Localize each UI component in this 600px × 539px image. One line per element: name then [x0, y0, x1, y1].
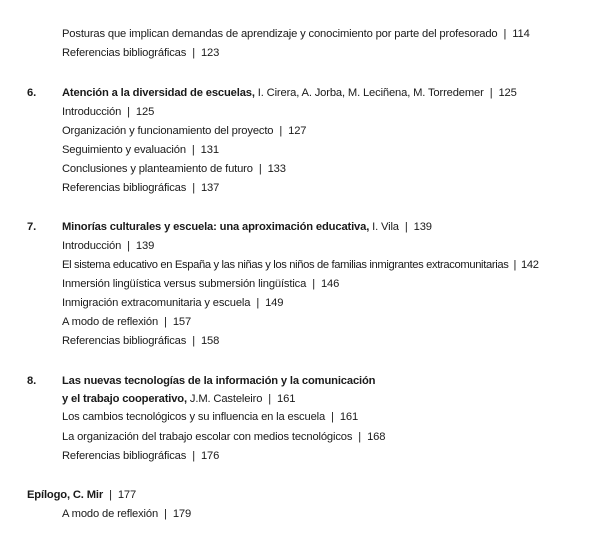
toc-entry	[62, 46, 219, 60]
entry-page: 176	[200, 450, 220, 462]
toc-entry	[62, 430, 385, 444]
separator: |	[192, 335, 195, 347]
separator: |	[192, 182, 195, 194]
entry-title: Referencias bibliográficas	[62, 182, 187, 194]
epilogue-page: 177	[117, 489, 137, 501]
entry-title: Inmersión lingüística versus submersión lingüística	[62, 278, 307, 290]
entry-page: 125	[135, 106, 155, 118]
chapter-number: 6.	[27, 87, 37, 99]
entry-title: Posturas que implican demandas de aprendizaje y conocimiento por parte del profesorado	[62, 28, 498, 40]
separator: |	[489, 87, 493, 99]
separator: |	[312, 278, 315, 290]
toc-entry	[62, 410, 358, 424]
chapter-number: 7.	[27, 221, 37, 233]
separator: |	[358, 431, 362, 443]
entry-title: A modo de reflexión	[62, 508, 159, 520]
entry-page: 157	[172, 316, 192, 328]
separator: |	[192, 47, 195, 59]
entry-page: 127	[288, 125, 307, 137]
chapter-title: Atención a la diversidad de escuelas,	[62, 87, 255, 99]
entry-title: La organización del trabajo escolar con medios tecnológicos	[62, 431, 353, 443]
separator: |	[513, 259, 517, 271]
entry-title: Inmigración extracomunitaria y escuela	[62, 297, 251, 309]
entry-title: Introducción	[62, 240, 122, 252]
toc-entry	[62, 143, 219, 157]
separator: |	[191, 144, 195, 156]
toc-entry	[62, 296, 283, 310]
chapter-page: 161	[277, 393, 296, 405]
chapter-heading	[62, 86, 517, 100]
entry-title: Referencias bibliográficas	[62, 47, 187, 59]
entry-page: 133	[267, 163, 286, 175]
entry-page: 142	[521, 259, 539, 271]
chapter-title-cont: y el trabajo cooperativo,	[62, 393, 187, 405]
toc-entry	[62, 239, 154, 253]
separator: |	[503, 28, 507, 40]
toc-entry	[62, 334, 219, 348]
entry-page: 139	[135, 240, 155, 252]
toc-entry	[62, 507, 191, 521]
separator: |	[192, 450, 195, 462]
separator: |	[279, 125, 283, 137]
chapter-authors: J.M. Casteleiro	[189, 393, 263, 405]
toc-entry	[62, 162, 286, 176]
entry-title: A modo de reflexión	[62, 316, 159, 328]
entry-page: 168	[367, 431, 386, 443]
entry-page: 149	[265, 297, 284, 309]
entry-page: 131	[200, 144, 219, 156]
chapter-heading	[62, 392, 295, 406]
chapter-title: Las nuevas tecnologías de la información y la comunicación	[62, 375, 376, 387]
entry-title: Referencias bibliográficas	[62, 335, 187, 347]
entry-title: Seguimiento y evaluación	[62, 144, 186, 156]
toc-entry	[62, 277, 339, 291]
chapter-heading	[62, 220, 432, 234]
separator: |	[404, 221, 408, 233]
toc-entry	[62, 449, 219, 463]
toc-entry	[62, 105, 154, 119]
separator: |	[109, 489, 112, 501]
entry-title: Los cambios tecnológicos y su influencia en la escuela	[62, 411, 326, 423]
separator: |	[268, 393, 272, 405]
chapter-page: 139	[413, 221, 432, 233]
separator: |	[331, 411, 334, 423]
separator: |	[256, 297, 260, 309]
chapter-title: Minorías culturales y escuela: una aproximación educativa,	[62, 221, 370, 233]
entry-title: Referencias bibliográficas	[62, 450, 187, 462]
entry-title: Introducción	[62, 106, 122, 118]
separator: |	[164, 508, 167, 520]
toc-entry	[62, 181, 219, 195]
entry-title: El sistema educativo en España y las niñas y los niños de familias inmigrantes extracomunitarias	[62, 259, 509, 271]
entry-title: Conclusiones y planteamiento de futuro	[62, 163, 253, 175]
toc-entry	[62, 315, 191, 329]
entry-page: 114	[512, 28, 530, 40]
entry-page: 123	[200, 47, 220, 59]
chapter-authors: I. Vila	[372, 221, 399, 233]
separator: |	[127, 240, 130, 252]
entry-page: 137	[200, 182, 220, 194]
chapter-page: 125	[498, 87, 517, 99]
separator: |	[127, 106, 130, 118]
separator: |	[258, 163, 262, 175]
entry-page: 179	[172, 508, 192, 520]
epilogue-title: Epílogo, C. Mir	[27, 489, 104, 501]
epilogue-heading	[27, 488, 136, 502]
entry-page: 146	[320, 278, 340, 290]
entry-page: 161	[339, 411, 359, 423]
chapter-number: 8.	[27, 375, 37, 387]
toc-entry	[62, 27, 530, 41]
toc-entry	[62, 258, 539, 272]
entry-page: 158	[200, 335, 220, 347]
entry-title: Organización y funcionamiento del proyecto	[62, 125, 274, 137]
separator: |	[164, 316, 167, 328]
toc-entry	[62, 124, 306, 138]
chapter-authors: I. Cirera, A. Jorba, M. Leciñena, M. Torredemer	[257, 87, 484, 99]
